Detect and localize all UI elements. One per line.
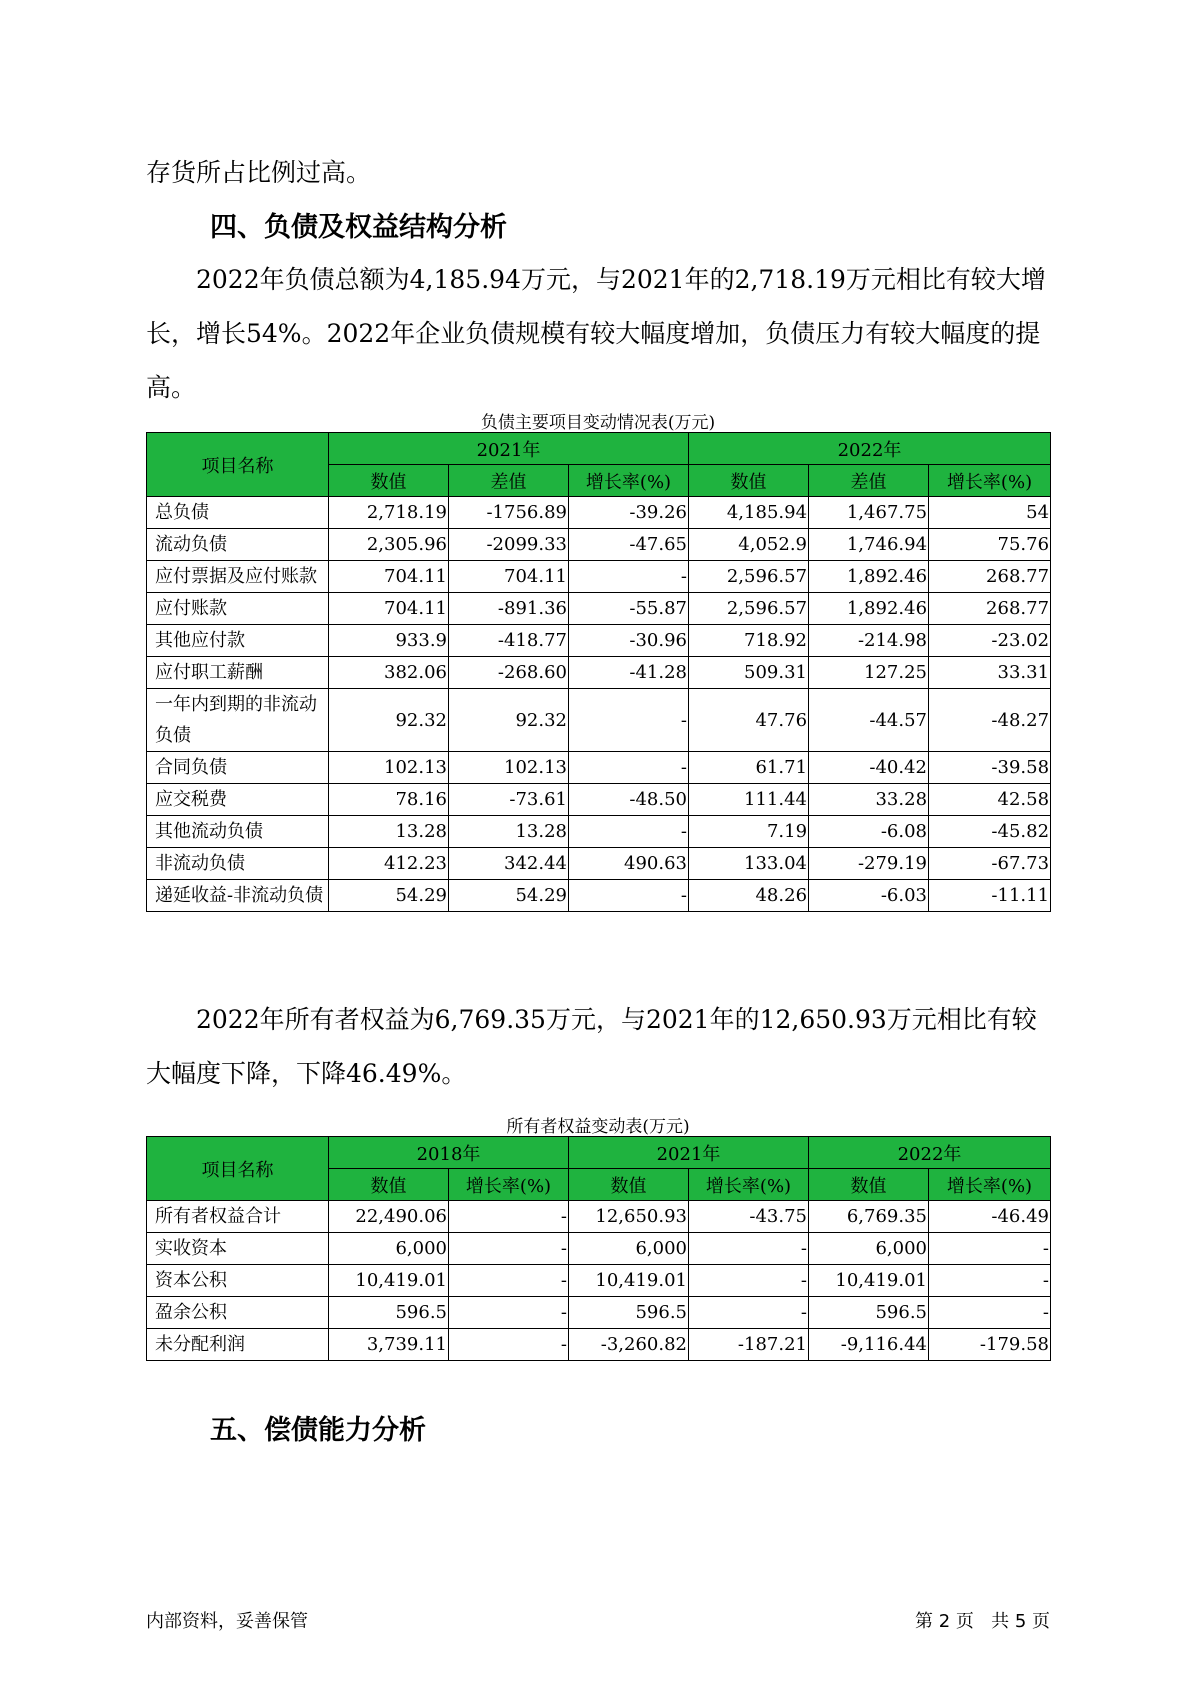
table-cell: - — [929, 1233, 1051, 1265]
table-cell: -9,116.44 — [809, 1329, 929, 1361]
sub-header-growth-rate: 增长率(%) — [929, 465, 1051, 497]
table-cell: 10,419.01 — [569, 1265, 689, 1297]
table-cell: -48.50 — [569, 784, 689, 816]
table-cell: - — [449, 1329, 569, 1361]
table-cell: -11.11 — [929, 880, 1051, 912]
table-cell: -39.58 — [929, 752, 1051, 784]
table-row — [147, 497, 1051, 529]
table-row — [147, 561, 1051, 593]
table-cell: 22,490.06 — [329, 1201, 449, 1233]
table-cell: 1,746.94 — [809, 529, 929, 561]
table-cell: 1,467.75 — [809, 497, 929, 529]
table-row — [147, 848, 1051, 880]
sub-header-growth-rate: 增长率(%) — [689, 1169, 809, 1201]
table-cell: 78.16 — [329, 784, 449, 816]
table-cell: 6,000 — [809, 1233, 929, 1265]
row-label: 应付账款 — [147, 593, 329, 625]
table-cell: 342.44 — [449, 848, 569, 880]
column-header-item-name: 项目名称 — [147, 1137, 329, 1201]
table-row — [147, 689, 1051, 752]
table-cell: -40.42 — [809, 752, 929, 784]
sub-header-value: 数值 — [689, 465, 809, 497]
table-cell: 133.04 — [689, 848, 809, 880]
row-label: 未分配利润 — [147, 1329, 329, 1361]
table-cell: 92.32 — [329, 689, 449, 752]
row-label: 盈余公积 — [147, 1297, 329, 1329]
table-cell: - — [929, 1265, 1051, 1297]
table-cell: - — [689, 1265, 809, 1297]
table-cell: 704.11 — [329, 593, 449, 625]
footer-confidential-note: 内部资料，妥善保管 — [146, 1611, 308, 1632]
table-cell: 4,185.94 — [689, 497, 809, 529]
table-cell: -67.73 — [929, 848, 1051, 880]
table-caption-equity: 所有者权益变动表(万元) — [506, 1117, 690, 1137]
table-cell: - — [929, 1297, 1051, 1329]
table-cell: 13.28 — [329, 816, 449, 848]
paragraph-owners-equity: 2022年所有者权益为6,769.35万元，与2021年的12,650.93万元相比有较大幅度下降，下降46.49%。 — [146, 1005, 1037, 1088]
section-heading-4: 四、负债及权益结构分析 — [210, 212, 507, 243]
table-cell: - — [689, 1297, 809, 1329]
sub-header-growth-rate: 增长率(%) — [449, 1169, 569, 1201]
column-header-item-name: 项目名称 — [147, 433, 329, 497]
table-cell: - — [569, 689, 689, 752]
footer-page-number: 第 2 页 共 5 页 — [915, 1611, 1050, 1632]
table-cell: -46.49 — [929, 1201, 1051, 1233]
table-cell: -6.08 — [809, 816, 929, 848]
table-caption-liabilities: 负债主要项目变动情况表(万元) — [480, 413, 716, 433]
table-cell: 596.5 — [569, 1297, 689, 1329]
table-cell: -23.02 — [929, 625, 1051, 657]
row-label: 所有者权益合计 — [147, 1201, 329, 1233]
table-cell: 2,718.19 — [329, 497, 449, 529]
table-row — [147, 625, 1051, 657]
table-row — [147, 593, 1051, 625]
table-cell: -418.77 — [449, 625, 569, 657]
table-row — [147, 816, 1051, 848]
table-cell: 933.9 — [329, 625, 449, 657]
table-cell: 704.11 — [449, 561, 569, 593]
table-cell: 2,596.57 — [689, 561, 809, 593]
table-cell: 48.26 — [689, 880, 809, 912]
table-cell: 54.29 — [329, 880, 449, 912]
table-cell: 704.11 — [329, 561, 449, 593]
sub-header-difference: 差值 — [449, 465, 569, 497]
table-cell: 1,892.46 — [809, 561, 929, 593]
equity-table — [146, 1136, 1051, 1361]
year-header-2022: 2022年 — [689, 433, 1051, 465]
table-cell: -279.19 — [809, 848, 929, 880]
table-cell: 7.19 — [689, 816, 809, 848]
table-cell: -3,260.82 — [569, 1329, 689, 1361]
table-cell: 13.28 — [449, 816, 569, 848]
table-cell: -891.36 — [449, 593, 569, 625]
table-cell: -43.75 — [689, 1201, 809, 1233]
table-cell: 6,000 — [569, 1233, 689, 1265]
table-row — [147, 752, 1051, 784]
table-cell: - — [569, 752, 689, 784]
sub-header-value: 数值 — [329, 465, 449, 497]
table-cell: 10,419.01 — [329, 1265, 449, 1297]
table-cell: -268.60 — [449, 657, 569, 689]
table-row — [147, 529, 1051, 561]
table-cell: 61.71 — [689, 752, 809, 784]
table-cell: 6,769.35 — [809, 1201, 929, 1233]
table-cell: -45.82 — [929, 816, 1051, 848]
table-cell: 2,305.96 — [329, 529, 449, 561]
table-cell: -214.98 — [809, 625, 929, 657]
paragraph-inventory-tail: 存货所占比例过高。 — [146, 158, 372, 187]
paragraph-liabilities: 2022年负债总额为4,185.94万元，与2021年的2,718.19万元相比有较大增长，增长54%。2022年企业负债规模有较大幅度增加，负债压力有较大幅度的提高。 — [146, 265, 1046, 402]
table-cell: -187.21 — [689, 1329, 809, 1361]
table-cell: 75.76 — [929, 529, 1051, 561]
table-cell: 1,892.46 — [809, 593, 929, 625]
table-cell: -39.26 — [569, 497, 689, 529]
table-cell: 42.58 — [929, 784, 1051, 816]
table-row — [147, 1329, 1051, 1361]
table-cell: - — [449, 1297, 569, 1329]
table-cell: -2099.33 — [449, 529, 569, 561]
table-row — [147, 657, 1051, 689]
row-label: 合同负债 — [147, 752, 329, 784]
table-cell: - — [569, 816, 689, 848]
liabilities-table — [146, 432, 1051, 912]
row-label: 资本公积 — [147, 1265, 329, 1297]
row-label: 实收资本 — [147, 1233, 329, 1265]
table-cell: -47.65 — [569, 529, 689, 561]
table-cell: 268.77 — [929, 561, 1051, 593]
row-label: 流动负债 — [147, 529, 329, 561]
table-cell: 412.23 — [329, 848, 449, 880]
table-cell: 54.29 — [449, 880, 569, 912]
sub-header-growth-rate: 增长率(%) — [569, 465, 689, 497]
row-label: 应交税费 — [147, 784, 329, 816]
table-row — [147, 784, 1051, 816]
table-cell: 268.77 — [929, 593, 1051, 625]
table-cell: - — [689, 1233, 809, 1265]
table-cell: - — [449, 1265, 569, 1297]
table-cell: -48.27 — [929, 689, 1051, 752]
row-label: 其他流动负债 — [147, 816, 329, 848]
table-cell: -30.96 — [569, 625, 689, 657]
table-cell: 92.32 — [449, 689, 569, 752]
table-row — [147, 880, 1051, 912]
sub-header-value: 数值 — [569, 1169, 689, 1201]
table-cell: 10,419.01 — [809, 1265, 929, 1297]
table-cell: 33.31 — [929, 657, 1051, 689]
row-label: 总负债 — [147, 497, 329, 529]
table-cell: - — [449, 1201, 569, 1233]
table-cell: 6,000 — [329, 1233, 449, 1265]
row-label: 应付职工薪酬 — [147, 657, 329, 689]
table-cell: 596.5 — [809, 1297, 929, 1329]
table-row — [147, 1297, 1051, 1329]
table-cell: 718.92 — [689, 625, 809, 657]
table-cell: 3,739.11 — [329, 1329, 449, 1361]
table-cell: -1756.89 — [449, 497, 569, 529]
table-cell: 490.63 — [569, 848, 689, 880]
table-cell: - — [569, 561, 689, 593]
table-cell: 102.13 — [449, 752, 569, 784]
table-cell: - — [569, 880, 689, 912]
year-header-2022: 2022年 — [809, 1137, 1051, 1169]
table-cell: 127.25 — [809, 657, 929, 689]
row-label: 非流动负债 — [147, 848, 329, 880]
sub-header-difference: 差值 — [809, 465, 929, 497]
section-heading-5: 五、偿债能力分析 — [210, 1415, 426, 1446]
row-label: 一年内到期的非流动负债 — [147, 689, 329, 752]
table-cell: 2,596.57 — [689, 593, 809, 625]
table-cell: -73.61 — [449, 784, 569, 816]
table-cell: -44.57 — [809, 689, 929, 752]
year-header-2021: 2021年 — [329, 433, 689, 465]
row-label: 应付票据及应付账款 — [147, 561, 329, 593]
sub-header-growth-rate: 增长率(%) — [929, 1169, 1051, 1201]
table-cell: -179.58 — [929, 1329, 1051, 1361]
year-header-2021: 2021年 — [569, 1137, 809, 1169]
table-cell: 382.06 — [329, 657, 449, 689]
table-cell: - — [449, 1233, 569, 1265]
row-label: 递延收益-非流动负债 — [147, 880, 329, 912]
row-label: 其他应付款 — [147, 625, 329, 657]
table-cell: 102.13 — [329, 752, 449, 784]
table-cell: 4,052.9 — [689, 529, 809, 561]
table-cell: 54 — [929, 497, 1051, 529]
table-row — [147, 1201, 1051, 1233]
table-cell: 111.44 — [689, 784, 809, 816]
table-row — [147, 1265, 1051, 1297]
table-row — [147, 1233, 1051, 1265]
table-cell: -6.03 — [809, 880, 929, 912]
table-cell: 33.28 — [809, 784, 929, 816]
table-cell: 47.76 — [689, 689, 809, 752]
table-cell: 596.5 — [329, 1297, 449, 1329]
sub-header-value: 数值 — [329, 1169, 449, 1201]
year-header-2018: 2018年 — [329, 1137, 569, 1169]
table-cell: -55.87 — [569, 593, 689, 625]
sub-header-value: 数值 — [809, 1169, 929, 1201]
table-cell: 509.31 — [689, 657, 809, 689]
table-cell: -41.28 — [569, 657, 689, 689]
table-cell: 12,650.93 — [569, 1201, 689, 1233]
